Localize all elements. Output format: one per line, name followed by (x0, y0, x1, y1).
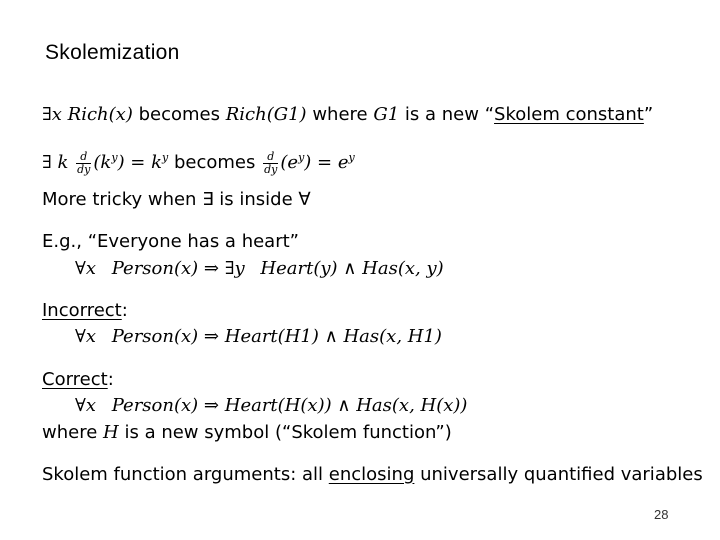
tricky-line: More tricky when ∃ is inside ∀ (42, 189, 311, 210)
correct-formula: ∀x Person(x) ⇒ Heart(H(x)) ∧ Has(x, H(x)) (75, 395, 468, 416)
enclosing-term: enclosing (328, 464, 415, 485)
correct-heading: Correct: (42, 369, 114, 390)
slide-title: Skolemization (45, 41, 180, 64)
incorrect-label: Incorrect (42, 300, 122, 321)
exists-x: ∃x (42, 104, 62, 125)
derivative-line: ∃ k $\frac{d}{dy}$ $(k^y) = k^y$ becomes $\frac{d}{dy}$ $(e^y) = e^y$ (42, 149, 355, 176)
quote-open: “ (484, 104, 495, 125)
g1: G1 (373, 104, 400, 125)
skolem-constant-line (42, 103, 653, 127)
quote-close: ” (643, 104, 654, 125)
where-text: where (312, 104, 368, 125)
eg-label: E.g., (42, 231, 82, 252)
incorrect-formula: ∀x Person(x) ⇒ Heart(H1) ∧ Has(x, H1) (75, 326, 442, 347)
rich-g1: Rich(G1) (225, 104, 307, 125)
skolem-constant-term: Skolem constant (494, 104, 644, 125)
page-number: 28 (654, 507, 669, 522)
correct-label: Correct (42, 369, 108, 390)
heart-formula: ∀x Person(x) ⇒ ∃y Heart(y) ∧ Has(x, y) (75, 258, 444, 279)
rich-x: Rich(x) (67, 104, 133, 125)
derivative-fraction-2: $\frac{d}{dy}$ (264, 149, 278, 176)
is-a-new-text: is a new (404, 104, 479, 125)
becomes-text-2: becomes (173, 152, 256, 173)
becomes-text: becomes (138, 104, 220, 125)
incorrect-heading: Incorrect: (42, 300, 128, 321)
derivative-fraction-1: $\frac{d}{dy}$ (77, 149, 91, 176)
skolem-function-line: where H is a new symbol (“Skolem function”) (42, 422, 452, 443)
exists-k: ∃ k (42, 152, 69, 173)
example-line (42, 230, 299, 254)
skolem-arguments-line: Skolem function arguments: all enclosing universally quantified variables (42, 464, 703, 485)
example-quote: “Everyone has a heart” (87, 231, 299, 252)
